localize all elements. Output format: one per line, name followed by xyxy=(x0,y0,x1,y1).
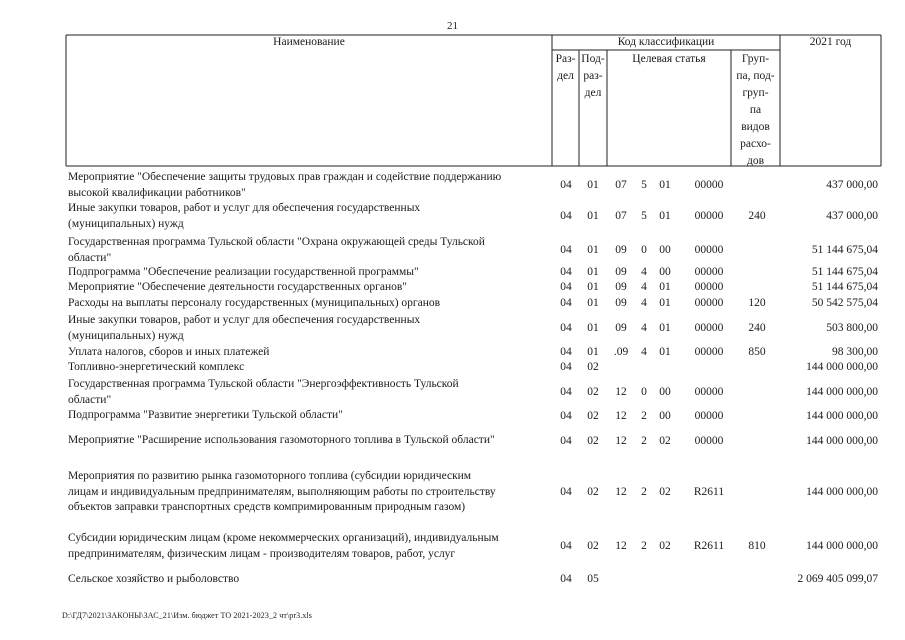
cell-p1: 12 xyxy=(615,434,627,447)
cell-rz: 04 xyxy=(560,243,572,256)
cell-p3: 01 xyxy=(659,321,671,334)
cell-vr: 850 xyxy=(748,345,766,358)
cell-amount: 437 000,00 xyxy=(826,209,878,222)
cell-rz: 04 xyxy=(560,296,572,309)
cell-pr: 02 xyxy=(587,385,599,398)
cell-p2: 4 xyxy=(641,280,647,293)
cell-rz: 04 xyxy=(560,434,572,447)
cell-p1: .09 xyxy=(613,345,629,358)
row-name: Топливно-энергетический комплекс xyxy=(68,361,245,373)
cell-amount: 50 542 575,04 xyxy=(811,296,878,309)
cell-p1: 12 xyxy=(615,486,627,499)
cell-p4: 00000 xyxy=(694,265,724,278)
cell-amount: 144 000 000,00 xyxy=(806,385,878,398)
cell-p1: 09 xyxy=(615,296,627,309)
table-row xyxy=(0,469,905,517)
cell-amount: 437 000,00 xyxy=(826,178,878,191)
cell-rz: 04 xyxy=(560,539,572,552)
cell-pr: 05 xyxy=(587,573,599,586)
cell-p2: 2 xyxy=(641,409,647,422)
cell-p3: 02 xyxy=(659,539,671,552)
row-name: Сельское хозяйство и рыболовство xyxy=(68,573,240,585)
table-row xyxy=(0,296,905,311)
cell-amount: 51 144 675,04 xyxy=(811,280,878,293)
row-name: Подпрограмма "Развитие энергетики Тульской области" xyxy=(68,409,343,421)
cell-amount: 98 300,00 xyxy=(832,345,878,358)
table-row xyxy=(0,280,905,295)
cell-vr: 240 xyxy=(748,209,766,222)
header-expense-type: Груп- па, под- груп- па видов расхо- дов xyxy=(736,53,775,167)
table-row xyxy=(0,170,905,201)
cell-rz: 04 xyxy=(560,385,572,398)
cell-p3: 01 xyxy=(659,209,671,222)
cell-pr: 02 xyxy=(587,409,599,422)
table-row xyxy=(0,572,905,588)
table-row xyxy=(0,235,905,266)
cell-p3: 01 xyxy=(659,280,671,293)
cell-p2: 0 xyxy=(641,385,647,398)
cell-p1: 12 xyxy=(615,539,627,552)
cell-vr: 240 xyxy=(748,321,766,334)
header-year: 2021 год xyxy=(809,36,852,48)
cell-p2: 2 xyxy=(641,434,647,447)
header-razdel: Раз- дел xyxy=(555,53,576,82)
cell-p3: 00 xyxy=(659,243,671,256)
cell-p4: R2611 xyxy=(693,486,725,499)
cell-amount: 144 000 000,00 xyxy=(806,434,878,447)
cell-p4: 00000 xyxy=(694,280,724,293)
cell-p4: 00000 xyxy=(694,178,724,191)
header-code-group: Код классификации xyxy=(617,36,715,48)
row-name: Мероприятие "Расширение использования газомоторного топлива в Тульской области" xyxy=(68,434,495,446)
cell-p4: 00000 xyxy=(694,209,724,222)
cell-p2: 4 xyxy=(641,265,647,278)
table-row xyxy=(0,265,905,280)
cell-amount: 503 800,00 xyxy=(826,321,878,334)
row-name: Субсидии юридическим лицам (кроме некоммерческих организаций), индивидуальным предпринимателям, физическим лицам - производителям товаров, работ, услуг xyxy=(68,532,499,560)
cell-p3: 02 xyxy=(659,486,671,499)
cell-amount: 144 000 000,00 xyxy=(806,539,878,552)
cell-p4: 00000 xyxy=(694,321,724,334)
cell-pr: 01 xyxy=(587,321,599,334)
row-name: Иные закупки товаров, работ и услуг для обеспечения государственных (муниципальных) нужд xyxy=(68,314,421,342)
table-row xyxy=(0,531,905,562)
cell-pr: 02 xyxy=(587,539,599,552)
cell-pr: 01 xyxy=(587,178,599,191)
cell-pr: 02 xyxy=(587,360,599,373)
cell-amount: 2 069 405 099,07 xyxy=(797,573,878,586)
cell-pr: 01 xyxy=(587,345,599,358)
cell-rz: 04 xyxy=(560,178,572,191)
row-name: Расходы на выплаты персоналу государственных (муниципальных) органов xyxy=(68,297,441,309)
table-row xyxy=(0,433,905,450)
cell-p3: 00 xyxy=(659,265,671,278)
cell-rz: 04 xyxy=(560,409,572,422)
cell-p1: 07 xyxy=(615,209,627,222)
cell-p3: 00 xyxy=(659,409,671,422)
cell-pr: 01 xyxy=(587,296,599,309)
cell-p4: R2611 xyxy=(693,539,725,552)
row-name: Мероприятие "Обеспечение защиты трудовых прав граждан и содействие поддержанию высокой квалификации работников" xyxy=(68,171,502,199)
table-row xyxy=(0,201,905,232)
cell-rz: 04 xyxy=(560,321,572,334)
cell-pr: 01 xyxy=(587,280,599,293)
cell-pr: 01 xyxy=(587,265,599,278)
cell-rz: 04 xyxy=(560,209,572,222)
cell-p3: 01 xyxy=(659,345,671,358)
header-name: Наименование xyxy=(273,36,345,48)
cell-amount: 51 144 675,04 xyxy=(811,265,878,278)
cell-p4: 00000 xyxy=(694,434,724,447)
cell-p2: 4 xyxy=(641,321,647,334)
cell-p1: 09 xyxy=(615,321,627,334)
cell-p3: 01 xyxy=(659,296,671,309)
file-path-footer: D:\ГД7\2021\ЗАКОНЫ\ЗАС_21\Изм. бюджет ТО 2021-2023_2 чт\pr3.xls xyxy=(62,611,312,620)
row-name: Уплата налогов, сборов и иных платежей xyxy=(68,346,270,358)
cell-rz: 04 xyxy=(560,345,572,358)
cell-rz: 04 xyxy=(560,573,572,586)
cell-p3: 02 xyxy=(659,434,671,447)
cell-p3: 01 xyxy=(659,178,671,191)
cell-rz: 04 xyxy=(560,280,572,293)
cell-p4: 00000 xyxy=(694,385,724,398)
table-row xyxy=(0,360,905,375)
row-name: Мероприятие "Обеспечение деятельности государственных органов" xyxy=(68,281,407,293)
cell-pr: 02 xyxy=(587,486,599,499)
cell-rz: 04 xyxy=(560,486,572,499)
cell-p2: 4 xyxy=(641,296,647,309)
cell-p2: 4 xyxy=(641,345,647,358)
cell-amount: 144 000 000,00 xyxy=(806,360,878,373)
cell-amount: 51 144 675,04 xyxy=(811,243,878,256)
cell-vr: 810 xyxy=(748,539,766,552)
cell-p3: 00 xyxy=(659,385,671,398)
header-podrazdel: Под- раз- дел xyxy=(581,53,605,99)
row-name: Подпрограмма "Обеспечение реализации государственной программы" xyxy=(68,266,419,278)
row-name: Государственная программа Тульской области "Охрана окружающей среды Тульской области" xyxy=(68,236,485,264)
cell-pr: 01 xyxy=(587,209,599,222)
row-name: Иные закупки товаров, работ и услуг для обеспечения государственных (муниципальных) нужд xyxy=(68,202,421,230)
cell-rz: 04 xyxy=(560,360,572,373)
cell-p2: 2 xyxy=(641,486,647,499)
cell-p2: 2 xyxy=(641,539,647,552)
header-target-article: Целевая статья xyxy=(632,53,706,65)
table-row xyxy=(0,377,905,408)
cell-amount: 144 000 000,00 xyxy=(806,486,878,499)
cell-pr: 01 xyxy=(587,243,599,256)
cell-p1: 12 xyxy=(615,409,627,422)
cell-p4: 00000 xyxy=(694,296,724,309)
row-name: Мероприятия по развитию рынка газомоторного топлива (субсидии юридическим лицам и индивидуальным предпринимателям, выполняющим работы по строительству объектов заправки транспортных средств компримированным природным газом) xyxy=(68,470,496,513)
cell-p1: 09 xyxy=(615,280,627,293)
cell-p4: 00000 xyxy=(694,345,724,358)
table-row xyxy=(0,408,905,425)
table-row xyxy=(0,313,905,344)
cell-p2: 0 xyxy=(641,243,647,256)
cell-p1: 12 xyxy=(615,385,627,398)
table-row xyxy=(0,345,905,360)
cell-rz: 04 xyxy=(560,265,572,278)
cell-p1: 09 xyxy=(615,265,627,278)
cell-p2: 5 xyxy=(641,178,647,191)
row-name: Государственная программа Тульской области "Энергоэффективность Тульской области" xyxy=(68,378,459,406)
cell-p4: 00000 xyxy=(694,409,724,422)
cell-amount: 144 000 000,00 xyxy=(806,409,878,422)
cell-p4: 00000 xyxy=(694,243,724,256)
cell-vr: 120 xyxy=(748,296,766,309)
cell-p1: 07 xyxy=(615,178,627,191)
cell-pr: 02 xyxy=(587,434,599,447)
cell-p2: 5 xyxy=(641,209,647,222)
cell-p1: 09 xyxy=(615,243,627,256)
page-number: 21 xyxy=(447,20,458,32)
